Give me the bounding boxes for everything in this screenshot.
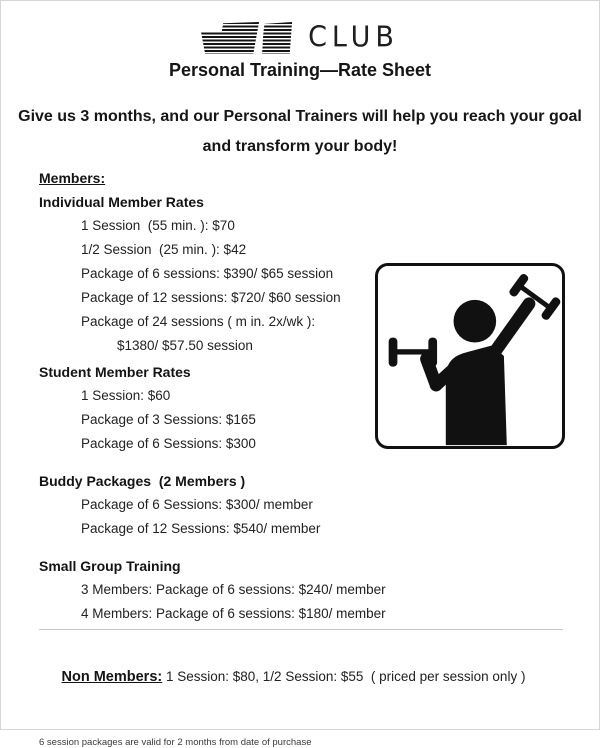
rate-line-wrap: $1380/ $57.50 session — [117, 338, 253, 353]
tagline-line-2: and transform your body! — [202, 138, 398, 155]
rate-line: Package of 12 sessions: $720/ $60 session — [81, 290, 341, 305]
members-label: Members: — [39, 170, 106, 186]
tagline-line-1: Give us 3 months, and our Personal Trainers will help you reach your goal — [18, 108, 582, 125]
section-divider — [39, 629, 563, 630]
rate-line: 1 Session (55 min. ): $70 — [81, 218, 235, 233]
small-group-heading: Small Group Training — [39, 558, 181, 574]
rate-line: Package of 6 sessions: $390/ $65 session — [81, 266, 334, 281]
student-rates-heading: Student Member Rates — [39, 364, 191, 380]
rate-line: 3 Members: Package of 6 sessions: $240/ member — [81, 582, 386, 597]
rate-line: Package of 3 Sessions: $165 — [81, 412, 256, 427]
individual-rates-heading: Individual Member Rates — [39, 194, 204, 210]
logo-stripe-shape-right — [262, 22, 292, 54]
footer-note: 6 session packages are valid for 2 months from date of purchase — [39, 737, 312, 748]
buddy-packages-heading: Buddy Packages (2 Members ) — [39, 473, 246, 489]
non-members-text: 1 Session: $80, 1/2 Session: $55 ( priced per session only ) — [162, 669, 526, 684]
rate-line: 1/2 Session (25 min. ): $42 — [81, 242, 247, 257]
rate-line: 1 Session: $60 — [81, 388, 171, 403]
logo-stripe-shape-left — [201, 22, 259, 54]
club-logo-mark-icon — [201, 20, 292, 54]
exercise-figure-frame — [375, 263, 565, 449]
non-members-label: Non Members: — [61, 669, 163, 685]
rates-content — [39, 166, 563, 748]
rate-line: 4 Members: Package of 6 sessions: $180/ member — [81, 606, 386, 621]
non-members-row — [39, 641, 563, 713]
header-logo-row — [1, 18, 599, 56]
person-lifting-dumbbells-icon — [378, 266, 562, 446]
rate-line: Package of 6 Sessions: $300/ member — [81, 497, 313, 512]
rate-line: Package of 6 Sessions: $300 — [81, 436, 256, 451]
page-title: Personal Training—Rate Sheet — [168, 60, 432, 80]
rate-line: Package of 24 sessions ( m in. 2x/wk ): — [81, 314, 316, 329]
rate-line: Package of 12 Sessions: $540/ member — [81, 521, 321, 536]
club-logo-text: CLUB — [308, 20, 399, 54]
